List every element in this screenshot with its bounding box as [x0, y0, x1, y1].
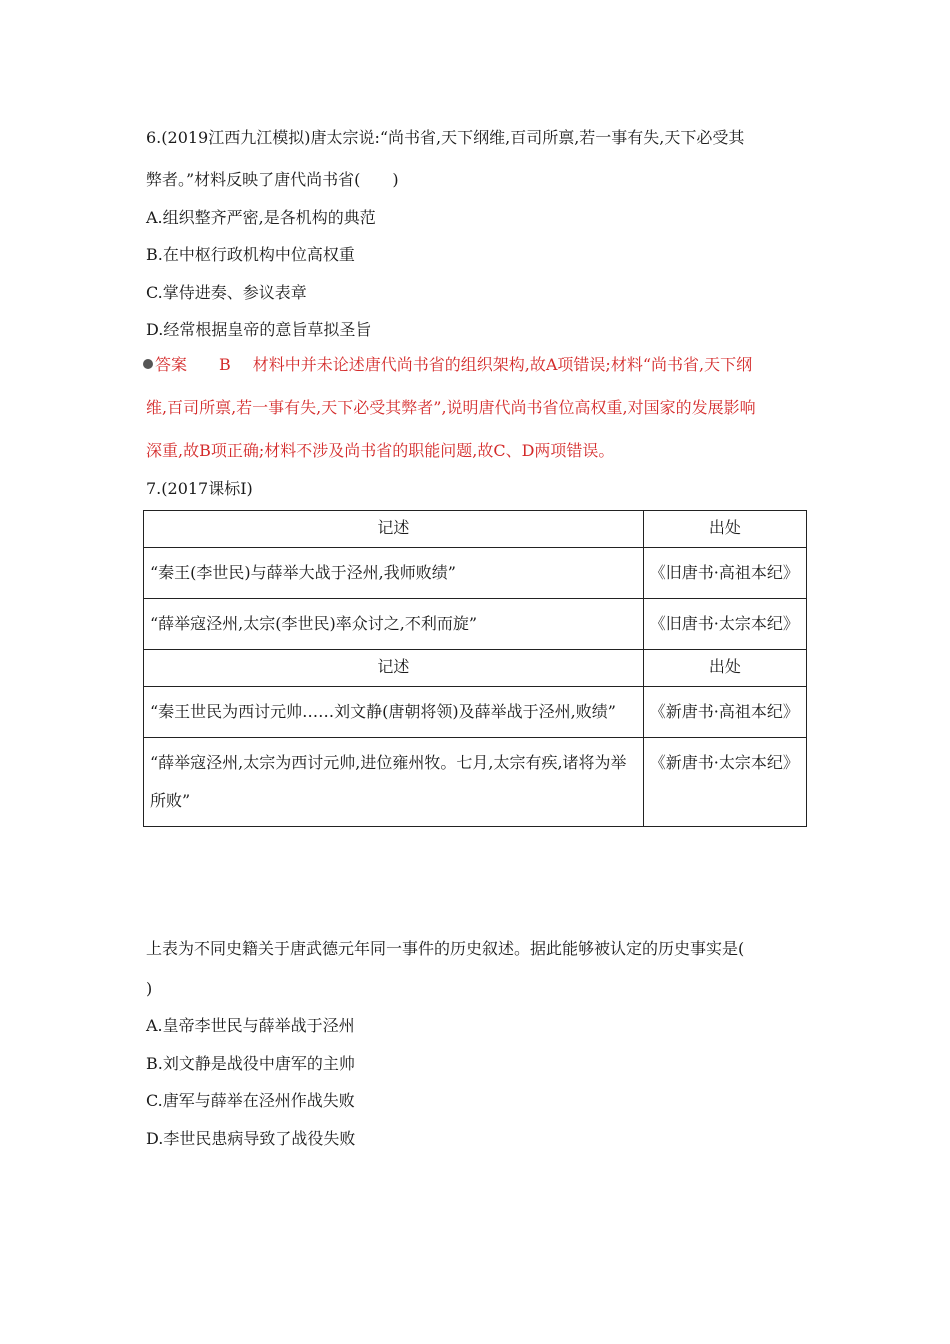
q7-header: 7.(2017课标Ⅰ) — [146, 479, 253, 498]
source-cell: 《新唐书·高祖本纪》 — [643, 687, 806, 738]
q7-option-d: D.李世民患病导致了战役失败 — [146, 1129, 356, 1148]
source-cell: 《新唐书·太宗本纪》 — [643, 738, 806, 827]
table-header-row — [144, 511, 807, 548]
q6-answer-line-2: 维,百司所禀,若一事有失,天下必受其弊者”,说明唐代尚书省位高权重,对国家的发展影响 — [146, 398, 756, 417]
q7-option-a: A.皇帝李世民与薛举战于泾州 — [146, 1016, 355, 1035]
q6-option-d: D.经常根据皇帝的意旨草拟圣旨 — [146, 320, 372, 339]
answer-letter: B — [219, 355, 231, 374]
q6-answer-line-3: 深重,故B项正确;材料不涉及尚书省的职能问题,故C、D两项错误。 — [146, 441, 615, 460]
q6-stem-line-2: 弊者。”材料反映了唐代尚书省( ) — [146, 170, 399, 189]
table-row — [144, 687, 807, 738]
q7-stem-line-2: ) — [146, 979, 153, 998]
q7-option-b: B.刘文静是战役中唐军的主帅 — [146, 1054, 355, 1073]
answer-label: 答案 — [155, 355, 188, 374]
source-cell: 《旧唐书·太宗本纪》 — [643, 599, 806, 650]
narration-cell: “秦王(李世民)与薛举大战于泾州,我师败绩” — [144, 548, 644, 599]
sources-table — [143, 510, 807, 827]
header-cell-source: 出处 — [643, 650, 806, 687]
source-cell: 《旧唐书·高祖本纪》 — [643, 548, 806, 599]
q6-answer-line-1 — [143, 355, 752, 375]
table-row — [144, 738, 807, 827]
header-cell-source: 出处 — [643, 511, 806, 548]
q7-option-c: C.唐军与薛举在泾州作战失败 — [146, 1091, 355, 1110]
q7-stem-line-1: 上表为不同史籍关于唐武德元年同一事件的历史叙述。据此能够被认定的历史事实是( — [146, 939, 745, 958]
table-header-row — [144, 650, 807, 687]
table-row — [144, 599, 807, 650]
narration-cell: “薛举寇泾州,太宗(李世民)率众讨之,不利而旋” — [144, 599, 644, 650]
header-cell-narration: 记述 — [144, 511, 644, 548]
answer-explanation-1: 材料中并未论述唐代尚书省的组织架构,故A项错误;材料“尚书省,天下纲 — [252, 355, 753, 374]
table-row — [144, 548, 807, 599]
q6-option-a: A.组织整齐严密,是各机构的典范 — [146, 208, 376, 227]
answer-icon — [143, 359, 153, 369]
q6-option-c: C.掌侍进奏、参议表章 — [146, 283, 307, 302]
narration-cell: “薛举寇泾州,太宗为西讨元帅,进位雍州牧。七月,太宗有疾,诸将为举所败” — [144, 738, 644, 827]
q6-stem-line-1: 6.(2019江西九江模拟)唐太宗说:“尚书省,天下纲维,百司所禀,若一事有失,天下必受其 — [146, 128, 745, 147]
q6-option-b: B.在中枢行政机构中位高权重 — [146, 245, 355, 264]
header-cell-narration: 记述 — [144, 650, 644, 687]
narration-cell: “秦王世民为西讨元帅……刘文静(唐朝将领)及薛举战于泾州,败绩” — [144, 687, 644, 738]
